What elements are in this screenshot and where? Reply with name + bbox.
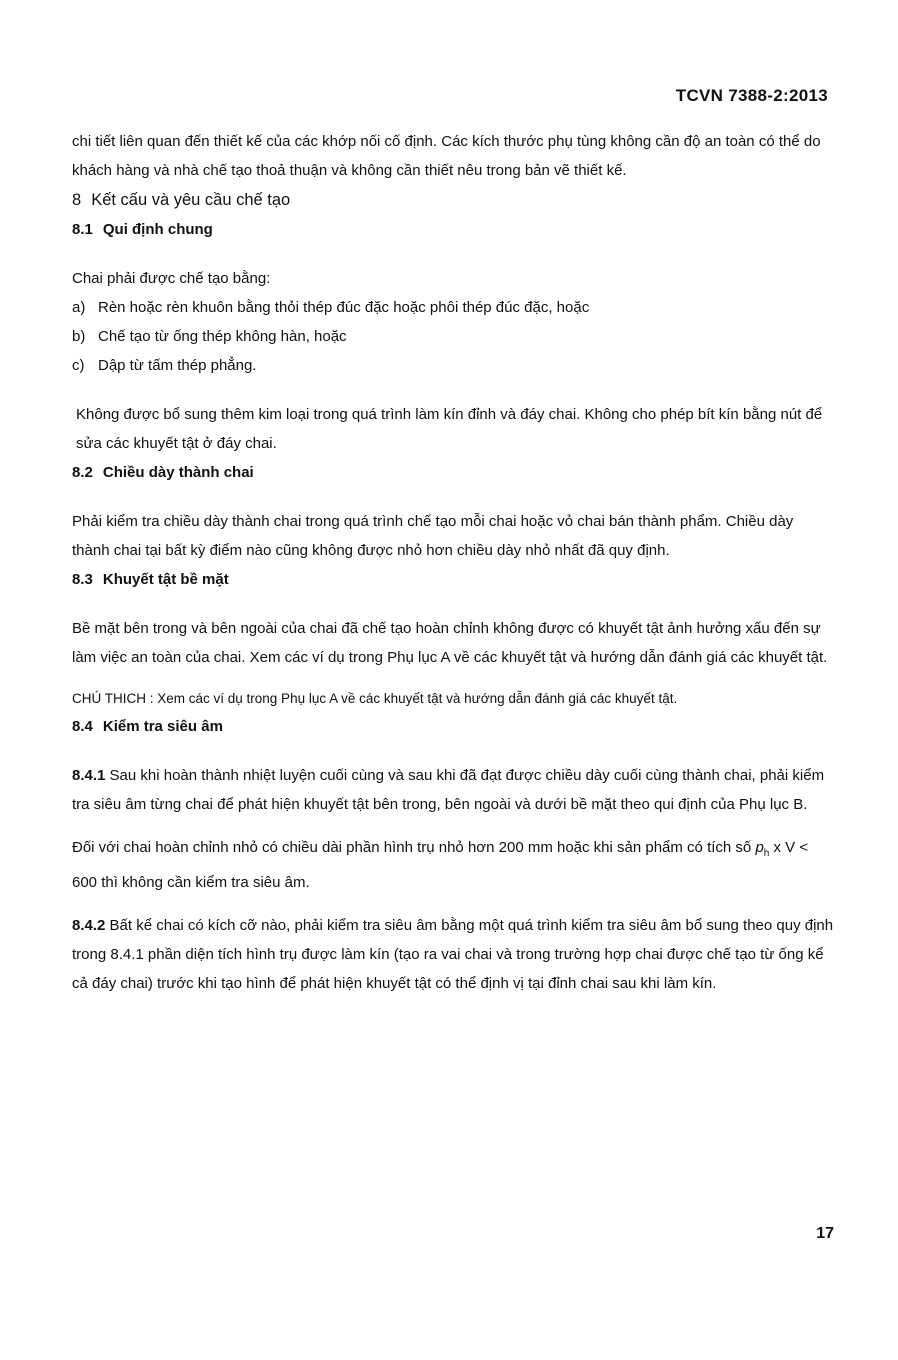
section-8-1-lead: Chai phải được chế tạo bằng: xyxy=(72,270,271,287)
section-8-3-heading xyxy=(72,565,834,594)
section-8-2-number: 8.2 xyxy=(72,464,93,481)
section-8-4-title: Kiểm tra siêu âm xyxy=(102,718,223,735)
list-text-c: Dập từ tấm thép phẳng. xyxy=(98,357,257,374)
symbol-p: p xyxy=(755,839,764,856)
section-8-2-title: Chiều dày thành chai xyxy=(102,464,254,481)
list-item-a xyxy=(72,293,834,322)
section-8-1-number: 8.1 xyxy=(72,221,93,238)
list-item-b xyxy=(72,322,834,351)
page-number: 17 xyxy=(816,1225,834,1242)
symbol-subscript-h: h xyxy=(763,848,770,859)
clause-8-4-1 xyxy=(72,761,834,819)
section-8-3-title: Khuyết tật bề mặt xyxy=(102,571,229,588)
clause-8-4-1-paragraph-2 xyxy=(72,833,834,897)
list-item-c xyxy=(72,351,834,380)
list-marker-c: c) xyxy=(72,357,85,374)
section-8-4-heading xyxy=(72,712,834,741)
clause-8-4-1-number: 8.4.1 xyxy=(72,767,106,784)
section-8-heading xyxy=(72,185,834,215)
standard-code: TCVN 7388-2:2013 xyxy=(675,86,828,105)
clause-8-4-1-text: Sau khi hoàn thành nhiệt luyện cuối cùng và sau khi đã đạt được chiều dày cuối cùng thành chai, phải kiểm tra siêu âm từng chai để phát hiện khuyết tật bên trong, bên ngoài và dưới bề mặt theo qui định của Phụ lục B. xyxy=(72,767,825,813)
clause-8-4-2-number: 8.4.2 xyxy=(72,917,106,934)
section-8-title: Kết cấu và yêu cầu chế tạo xyxy=(91,191,291,209)
section-8-2-text: Phải kiểm tra chiều dày thành chai trong quá trình chế tạo mỗi chai hoặc vỏ chai bán thành phẩm. Chiều dày thành chai tại bất kỳ điểm nào cũng không được nhỏ hơn chiều dày nhỏ nhất đã quy định. xyxy=(72,513,794,559)
section-8-1-closing: Không được bổ sung thêm kim loại trong quá trình làm kín đỉnh và đáy chai. Không cho phép bít kín bằng nút để sửa các khuyết tật ở đáy chai. xyxy=(76,406,823,452)
section-8-3-note: CHÚ THICH : Xem các ví dụ trong Phụ lục A về các khuyết tật và hướng dẫn đánh giá các khuyết tật. xyxy=(72,691,678,706)
list-marker-b: b) xyxy=(72,328,86,345)
section-8-3-text: Bề mặt bên trong và bên ngoài của chai đã chế tạo hoàn chỉnh không được có khuyết tật ảnh hưởng xấu đến sự làm việc an toàn của chai. Xem các ví dụ trong Phụ lục A về các khuyết tật và hướng dẫn đánh giá các khuyết tật. xyxy=(72,620,828,666)
page-content xyxy=(72,127,834,998)
list-text-b: Chế tạo từ ống thép không hàn, hoặc xyxy=(98,328,347,345)
section-8-1-heading xyxy=(72,215,834,244)
section-8-1-title: Qui định chung xyxy=(102,221,213,238)
clause-8-4-1-para2-start: Đối với chai hoàn chỉnh nhỏ có chiều dài phần hình trụ nhỏ hơn 200 mm hoặc khi sản phẩm có tích số xyxy=(72,839,752,856)
list-text-a: Rèn hoặc rèn khuôn bằng thỏi thép đúc đặc hoặc phôi thép đúc đặc, hoặc xyxy=(98,299,590,316)
section-8-3-number: 8.3 xyxy=(72,571,93,588)
intro-paragraph: chi tiết liên quan đến thiết kế của các khớp nối cố định. Các kích thước phụ tùng không cần độ an toàn có thể do khách hàng và nhà chế tạo thoả thuận và không cần thiết nêu trong bản vẽ thiết kế. xyxy=(72,133,821,179)
list-marker-a: a) xyxy=(72,299,86,316)
section-8-number: 8 xyxy=(72,191,82,209)
clause-8-4-2 xyxy=(72,911,834,998)
clause-8-4-2-text: Bất kể chai có kích cỡ nào, phải kiểm tra siêu âm bằng một quá trình kiểm tra siêu âm bổ sung theo quy định trong 8.4.1 phần diện tích hình trụ được làm kín (tạo ra vai chai và trong trường hợp chai được chế tạo từ ống kể cả đáy chai) trước khi tạo hình để phát hiện khuyết tật có thể định vị tại đỉnh chai sau khi làm kín. xyxy=(72,917,834,992)
clause-8-4-1-para2-end: x V < 600 thì không cần kiểm tra siêu âm. xyxy=(72,839,809,891)
section-8-4-number: 8.4 xyxy=(72,718,93,735)
section-8-2-heading xyxy=(72,458,834,487)
